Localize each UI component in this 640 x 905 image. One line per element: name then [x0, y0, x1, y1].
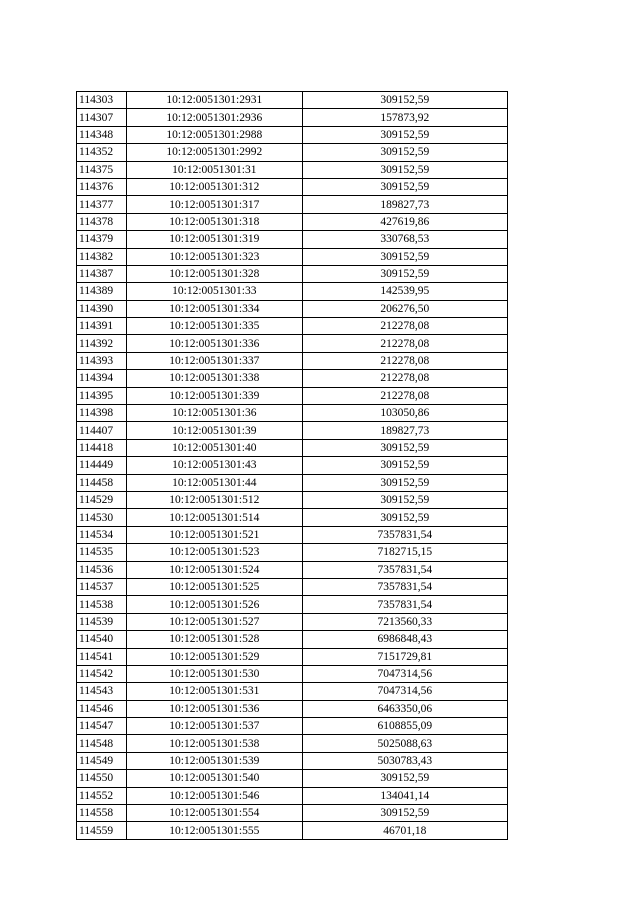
value-cell: 7213560,33 — [302, 613, 507, 630]
cadastral-number-cell: 10:12:0051301:319 — [127, 231, 302, 248]
cadastral-number-cell: 10:12:0051301:531 — [127, 683, 302, 700]
value-cell: 7182715,15 — [302, 544, 507, 561]
table-row — [77, 144, 508, 161]
value-cell: 103050,86 — [302, 405, 507, 422]
table-row — [77, 161, 508, 178]
cadastral-number-cell: 10:12:0051301:539 — [127, 752, 302, 769]
row-number-cell: 114390 — [77, 300, 127, 317]
value-cell: 157873,92 — [302, 109, 507, 126]
value-cell: 7357831,54 — [302, 578, 507, 595]
table-row — [77, 700, 508, 717]
cadastral-number-cell: 10:12:0051301:36 — [127, 405, 302, 422]
table-row — [77, 126, 508, 143]
row-number-cell: 114382 — [77, 248, 127, 265]
row-number-cell: 114389 — [77, 283, 127, 300]
row-number-cell: 114387 — [77, 265, 127, 282]
row-number-cell: 114550 — [77, 770, 127, 787]
cadastral-number-cell: 10:12:0051301:521 — [127, 526, 302, 543]
row-number-cell: 114395 — [77, 387, 127, 404]
cadastral-number-cell: 10:12:0051301:525 — [127, 578, 302, 595]
row-number-cell: 114391 — [77, 318, 127, 335]
row-number-cell: 114535 — [77, 544, 127, 561]
cadastral-number-cell: 10:12:0051301:546 — [127, 787, 302, 804]
row-number-cell: 114541 — [77, 648, 127, 665]
row-number-cell: 114394 — [77, 370, 127, 387]
row-number-cell: 114538 — [77, 596, 127, 613]
row-number-cell: 114537 — [77, 578, 127, 595]
table-row — [77, 474, 508, 491]
row-number-cell: 114375 — [77, 161, 127, 178]
cadastral-number-cell: 10:12:0051301:338 — [127, 370, 302, 387]
cadastral-number-cell: 10:12:0051301:33 — [127, 283, 302, 300]
value-cell: 309152,59 — [302, 144, 507, 161]
row-number-cell: 114549 — [77, 752, 127, 769]
value-cell: 5030783,43 — [302, 752, 507, 769]
cadastral-number-cell: 10:12:0051301:323 — [127, 248, 302, 265]
row-number-cell: 114534 — [77, 526, 127, 543]
table-row — [77, 422, 508, 439]
value-cell: 7357831,54 — [302, 561, 507, 578]
row-number-cell: 114547 — [77, 718, 127, 735]
cadastral-number-cell: 10:12:0051301:336 — [127, 335, 302, 352]
table-row — [77, 109, 508, 126]
table-row — [77, 578, 508, 595]
table-row — [77, 561, 508, 578]
cadastral-number-cell: 10:12:0051301:31 — [127, 161, 302, 178]
cadastral-number-cell: 10:12:0051301:523 — [127, 544, 302, 561]
cadastral-number-cell: 10:12:0051301:540 — [127, 770, 302, 787]
table-row — [77, 318, 508, 335]
row-number-cell: 114348 — [77, 126, 127, 143]
cadastral-number-cell: 10:12:0051301:312 — [127, 178, 302, 195]
value-cell: 189827,73 — [302, 196, 507, 213]
value-cell: 309152,59 — [302, 439, 507, 456]
table-row — [77, 735, 508, 752]
table-row — [77, 509, 508, 526]
table-row — [77, 370, 508, 387]
row-number-cell: 114418 — [77, 439, 127, 456]
row-number-cell: 114307 — [77, 109, 127, 126]
value-cell: 309152,59 — [302, 161, 507, 178]
table-row — [77, 335, 508, 352]
row-number-cell: 114378 — [77, 213, 127, 230]
value-cell: 134041,14 — [302, 787, 507, 804]
value-cell: 309152,59 — [302, 474, 507, 491]
row-number-cell: 114377 — [77, 196, 127, 213]
row-number-cell: 114379 — [77, 231, 127, 248]
table-row — [77, 178, 508, 195]
cadastral-number-cell: 10:12:0051301:40 — [127, 439, 302, 456]
table-row — [77, 213, 508, 230]
row-number-cell: 114552 — [77, 787, 127, 804]
cadastral-number-cell: 10:12:0051301:2992 — [127, 144, 302, 161]
value-cell: 6463350,06 — [302, 700, 507, 717]
cadastral-number-cell: 10:12:0051301:526 — [127, 596, 302, 613]
cadastral-number-cell: 10:12:0051301:339 — [127, 387, 302, 404]
cadastral-number-cell: 10:12:0051301:2988 — [127, 126, 302, 143]
value-cell: 309152,59 — [302, 509, 507, 526]
table-row — [77, 196, 508, 213]
value-cell: 7357831,54 — [302, 526, 507, 543]
row-number-cell: 114536 — [77, 561, 127, 578]
cadastral-number-cell: 10:12:0051301:337 — [127, 352, 302, 369]
value-cell: 309152,59 — [302, 805, 507, 822]
row-number-cell: 114540 — [77, 631, 127, 648]
cadastral-number-cell: 10:12:0051301:555 — [127, 822, 302, 839]
table-row — [77, 596, 508, 613]
row-number-cell: 114559 — [77, 822, 127, 839]
table-row — [77, 92, 508, 109]
cadastral-number-cell: 10:12:0051301:512 — [127, 491, 302, 508]
value-cell: 309152,59 — [302, 457, 507, 474]
table-row — [77, 352, 508, 369]
value-cell: 142539,95 — [302, 283, 507, 300]
row-number-cell: 114376 — [77, 178, 127, 195]
cadastral-number-cell: 10:12:0051301:528 — [127, 631, 302, 648]
value-cell: 309152,59 — [302, 92, 507, 109]
cadastral-number-cell: 10:12:0051301:328 — [127, 265, 302, 282]
cadastral-number-cell: 10:12:0051301:318 — [127, 213, 302, 230]
cadastral-number-cell: 10:12:0051301:530 — [127, 665, 302, 682]
value-cell: 206276,50 — [302, 300, 507, 317]
value-cell: 189827,73 — [302, 422, 507, 439]
cadastral-number-cell: 10:12:0051301:335 — [127, 318, 302, 335]
cadastral-number-cell: 10:12:0051301:514 — [127, 509, 302, 526]
table-row — [77, 283, 508, 300]
value-cell: 7151729,81 — [302, 648, 507, 665]
row-number-cell: 114449 — [77, 457, 127, 474]
cadastral-number-cell: 10:12:0051301:2936 — [127, 109, 302, 126]
cadastral-number-cell: 10:12:0051301:524 — [127, 561, 302, 578]
value-cell: 309152,59 — [302, 178, 507, 195]
cadastral-number-cell: 10:12:0051301:538 — [127, 735, 302, 752]
cadastral-number-cell: 10:12:0051301:39 — [127, 422, 302, 439]
table-row — [77, 805, 508, 822]
row-number-cell: 114546 — [77, 700, 127, 717]
value-cell: 309152,59 — [302, 491, 507, 508]
table-row — [77, 405, 508, 422]
value-cell: 212278,08 — [302, 335, 507, 352]
value-cell: 46701,18 — [302, 822, 507, 839]
cadastral-number-cell: 10:12:0051301:2931 — [127, 92, 302, 109]
cadastral-value-table — [76, 91, 508, 840]
row-number-cell: 114529 — [77, 491, 127, 508]
cadastral-number-cell: 10:12:0051301:44 — [127, 474, 302, 491]
value-cell: 212278,08 — [302, 318, 507, 335]
row-number-cell: 114407 — [77, 422, 127, 439]
value-cell: 7047314,56 — [302, 665, 507, 682]
table-row — [77, 526, 508, 543]
cadastral-number-cell: 10:12:0051301:317 — [127, 196, 302, 213]
table-row — [77, 491, 508, 508]
value-cell: 6108855,09 — [302, 718, 507, 735]
row-number-cell: 114543 — [77, 683, 127, 700]
cadastral-number-cell: 10:12:0051301:527 — [127, 613, 302, 630]
table-row — [77, 752, 508, 769]
document-page — [76, 91, 508, 840]
table-row — [77, 631, 508, 648]
value-cell: 309152,59 — [302, 248, 507, 265]
cadastral-number-cell: 10:12:0051301:334 — [127, 300, 302, 317]
value-cell: 212278,08 — [302, 352, 507, 369]
cadastral-number-cell: 10:12:0051301:43 — [127, 457, 302, 474]
row-number-cell: 114542 — [77, 665, 127, 682]
value-cell: 309152,59 — [302, 265, 507, 282]
table-row — [77, 613, 508, 630]
row-number-cell: 114392 — [77, 335, 127, 352]
value-cell: 309152,59 — [302, 126, 507, 143]
table-row — [77, 770, 508, 787]
value-cell: 7357831,54 — [302, 596, 507, 613]
row-number-cell: 114558 — [77, 805, 127, 822]
row-number-cell: 114458 — [77, 474, 127, 491]
table-row — [77, 683, 508, 700]
table-row — [77, 665, 508, 682]
table-row — [77, 457, 508, 474]
value-cell: 6986848,43 — [302, 631, 507, 648]
row-number-cell: 114352 — [77, 144, 127, 161]
table-row — [77, 300, 508, 317]
row-number-cell: 114530 — [77, 509, 127, 526]
cadastral-number-cell: 10:12:0051301:529 — [127, 648, 302, 665]
row-number-cell: 114539 — [77, 613, 127, 630]
table-row — [77, 718, 508, 735]
cadastral-number-cell: 10:12:0051301:554 — [127, 805, 302, 822]
table-row — [77, 387, 508, 404]
value-cell: 212278,08 — [302, 370, 507, 387]
cadastral-number-cell: 10:12:0051301:537 — [127, 718, 302, 735]
value-cell: 5025088,63 — [302, 735, 507, 752]
table-body — [77, 92, 508, 840]
table-row — [77, 787, 508, 804]
row-number-cell: 114548 — [77, 735, 127, 752]
table-row — [77, 439, 508, 456]
table-row — [77, 648, 508, 665]
table-row — [77, 544, 508, 561]
table-row — [77, 231, 508, 248]
row-number-cell: 114398 — [77, 405, 127, 422]
cadastral-number-cell: 10:12:0051301:536 — [127, 700, 302, 717]
row-number-cell: 114303 — [77, 92, 127, 109]
value-cell: 427619,86 — [302, 213, 507, 230]
value-cell: 330768,53 — [302, 231, 507, 248]
table-row — [77, 265, 508, 282]
table-row — [77, 822, 508, 839]
value-cell: 7047314,56 — [302, 683, 507, 700]
value-cell: 212278,08 — [302, 387, 507, 404]
table-row — [77, 248, 508, 265]
row-number-cell: 114393 — [77, 352, 127, 369]
value-cell: 309152,59 — [302, 770, 507, 787]
